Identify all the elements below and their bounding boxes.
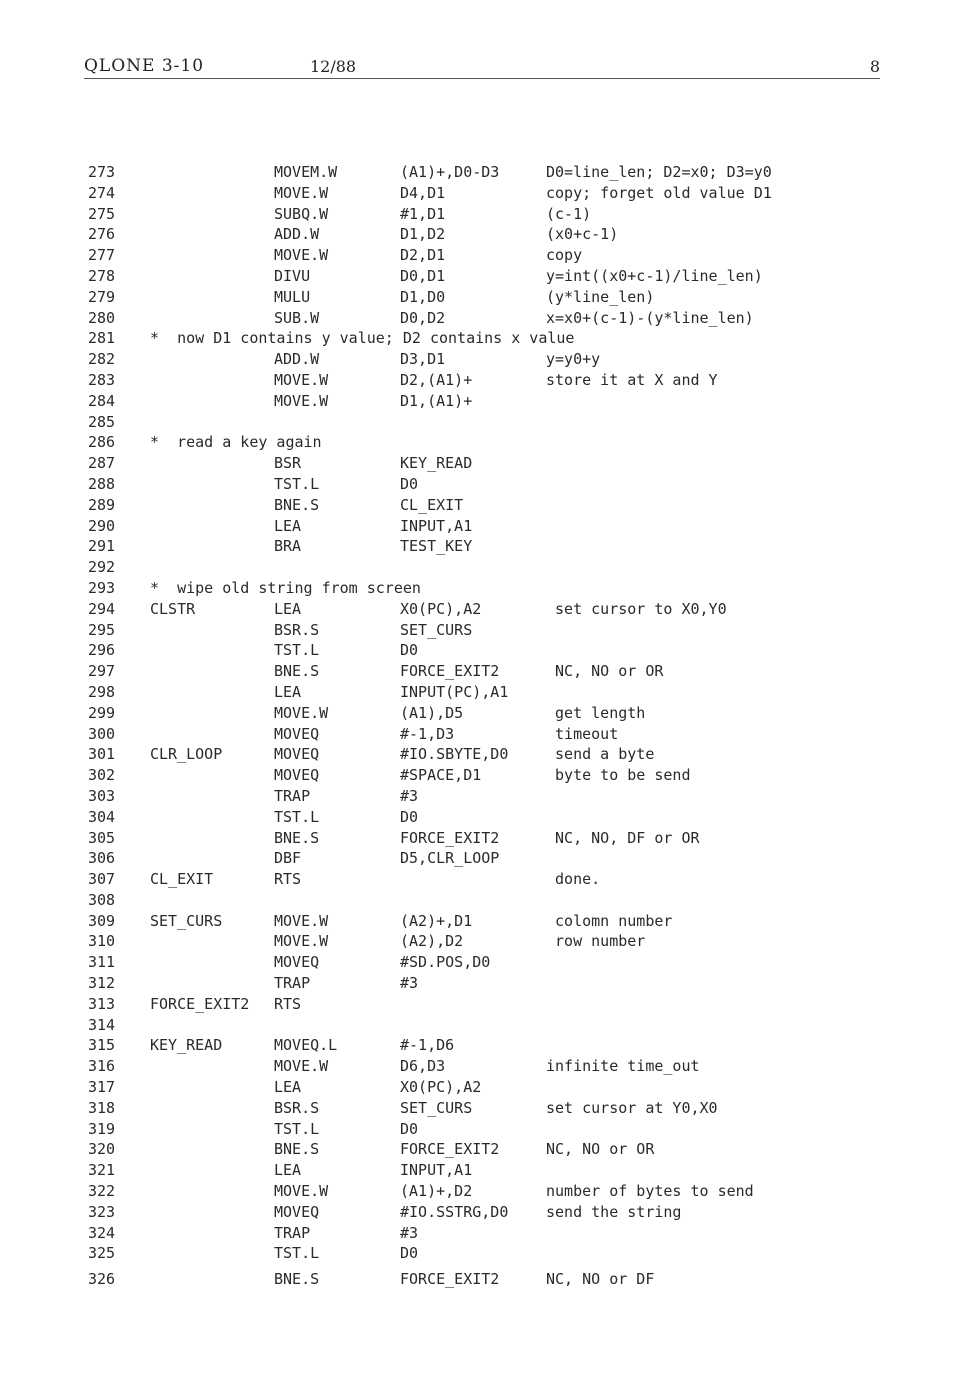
code-operand: (A1),D5 — [400, 703, 464, 722]
code-line — [0, 1223, 970, 1244]
line-number: 285 — [88, 412, 116, 431]
code-operand: D0 — [400, 807, 419, 826]
code-opcode: LEA — [274, 682, 302, 701]
code-comment: done. — [546, 870, 601, 889]
code-label: CLR_LOOP — [150, 745, 223, 764]
code-line — [0, 640, 970, 661]
line-number: 308 — [88, 890, 116, 909]
line-number: 314 — [88, 1015, 116, 1034]
code-opcode: SUB.W — [274, 308, 320, 327]
code-line — [0, 911, 970, 932]
code-line — [0, 328, 970, 349]
code-comment: send the string — [546, 1202, 682, 1221]
line-number: 281 — [88, 329, 116, 348]
code-operand: #3 — [400, 786, 419, 805]
line-number: 295 — [88, 620, 116, 639]
code-line — [0, 1202, 970, 1223]
code-operand: #IO.SBYTE,D0 — [400, 745, 509, 764]
code-opcode: MOVE.W — [274, 703, 329, 722]
line-number: 288 — [88, 474, 116, 493]
code-opcode: TRAP — [274, 1223, 311, 1242]
code-opcode: BNE.S — [274, 1270, 320, 1289]
code-opcode: MOVEQ — [274, 766, 320, 785]
code-label: FORCE_EXIT2 — [150, 994, 250, 1013]
code-opcode: MOVEM.W — [274, 163, 338, 181]
code-comment: NC, NO, DF or OR — [546, 828, 700, 847]
code-line — [0, 453, 970, 474]
code-line — [0, 1035, 970, 1056]
code-comment: timeout — [546, 724, 619, 743]
code-operand: X0(PC),A2 — [400, 599, 482, 618]
code-line — [0, 183, 970, 204]
line-number: 277 — [88, 246, 116, 265]
code-opcode: MOVE.W — [274, 370, 329, 389]
code-operand: D0 — [400, 474, 419, 493]
code-operand: (A2)+,D1 — [400, 911, 473, 930]
code-line — [0, 848, 970, 869]
code-operand: INPUT(PC),A1 — [400, 682, 509, 701]
code-line — [0, 495, 970, 516]
line-number: 287 — [88, 454, 116, 473]
code-opcode: BNE.S — [274, 662, 320, 681]
code-line — [0, 474, 970, 495]
code-operand: D1,(A1)+ — [400, 391, 473, 410]
line-number: 301 — [88, 745, 116, 764]
code-opcode: TST.L — [274, 641, 320, 660]
code-line — [0, 1243, 970, 1264]
code-line — [0, 412, 970, 433]
code-line — [0, 224, 970, 245]
code-opcode: LEA — [274, 599, 302, 618]
code-opcode: MOVEQ.L — [274, 1036, 338, 1055]
code-line — [0, 1119, 970, 1140]
code-operand: #3 — [400, 974, 419, 993]
line-number: 294 — [88, 599, 116, 618]
code-operand: #1,D1 — [400, 204, 446, 223]
code-listing — [0, 162, 970, 1290]
code-opcode: MOVE.W — [274, 1182, 329, 1201]
code-line — [0, 765, 970, 786]
code-line — [0, 1098, 970, 1119]
line-number: 300 — [88, 724, 116, 743]
code-operand: #-1,D6 — [400, 1036, 455, 1055]
code-comment: NC, NO or OR — [546, 662, 664, 681]
code-operand: X0(PC),A2 — [400, 1078, 482, 1097]
line-number: 312 — [88, 974, 116, 993]
code-opcode: TST.L — [274, 1119, 320, 1138]
code-line — [0, 516, 970, 537]
line-number: 307 — [88, 870, 116, 889]
code-operand: D2,D1 — [400, 246, 446, 265]
code-operand: (A1)+,D2 — [400, 1182, 473, 1201]
line-number: 279 — [88, 287, 116, 306]
code-line — [0, 536, 970, 557]
code-opcode: LEA — [274, 1161, 302, 1180]
code-operand: D5,CLR_LOOP — [400, 849, 500, 868]
code-opcode: MOVE.W — [274, 391, 329, 410]
code-operand: D1,D0 — [400, 287, 446, 306]
code-label: CL_EXIT — [150, 870, 214, 889]
line-number: 296 — [88, 641, 116, 660]
code-comment: copy; forget old value D1 — [546, 183, 772, 202]
line-number: 303 — [88, 786, 116, 805]
code-comment: set cursor at Y0,X0 — [546, 1098, 718, 1117]
code-line — [0, 682, 970, 703]
line-number: 284 — [88, 391, 116, 410]
code-operand: (A1)+,D0-D3 — [400, 163, 500, 181]
code-opcode: BSR — [274, 454, 302, 473]
code-comment: (y*line_len) — [546, 287, 655, 306]
code-operand: INPUT,A1 — [400, 1161, 473, 1180]
code-line — [0, 1015, 970, 1036]
page-number: 8 — [869, 57, 880, 76]
line-number: 293 — [88, 578, 116, 597]
code-label: SET_CURS — [150, 911, 223, 930]
code-opcode: TST.L — [274, 474, 320, 493]
code-opcode: TST.L — [274, 1244, 320, 1263]
code-comment: get length — [546, 703, 646, 722]
code-line — [0, 828, 970, 849]
code-comment: D0=line_len; D2=x0; D3=y0 — [546, 163, 772, 181]
code-opcode: SUBQ.W — [274, 204, 329, 223]
line-number: 276 — [88, 225, 116, 244]
code-opcode: BSR.S — [274, 1098, 320, 1117]
line-number: 318 — [88, 1098, 116, 1117]
line-number: 289 — [88, 495, 116, 514]
line-number: 299 — [88, 703, 116, 722]
code-operand: FORCE_EXIT2 — [400, 828, 500, 847]
code-operand: #SPACE,D1 — [400, 766, 482, 785]
code-line — [0, 557, 970, 578]
code-operand: #SD.POS,D0 — [400, 953, 491, 972]
code-comment: (x0+c-1) — [546, 225, 619, 244]
line-number: 297 — [88, 662, 116, 681]
code-line — [0, 807, 970, 828]
code-opcode: DBF — [274, 849, 302, 868]
code-opcode: ADD.W — [274, 225, 320, 244]
line-number: 316 — [88, 1057, 116, 1076]
code-comment: copy — [546, 246, 583, 265]
line-number: 304 — [88, 807, 116, 826]
code-line — [0, 661, 970, 682]
code-comment: number of bytes to send — [546, 1182, 754, 1201]
code-operand: D0 — [400, 1244, 419, 1263]
line-number: 317 — [88, 1078, 116, 1097]
code-operand: CL_EXIT — [400, 495, 464, 514]
code-line — [0, 391, 970, 412]
code-line — [0, 432, 970, 453]
line-number: 286 — [88, 433, 116, 452]
code-opcode: MOVEQ — [274, 953, 320, 972]
line-number: 306 — [88, 849, 116, 868]
line-number: 320 — [88, 1140, 116, 1159]
line-number: 290 — [88, 516, 116, 535]
code-operand: #-1,D3 — [400, 724, 455, 743]
code-operand: D0 — [400, 641, 419, 660]
code-line — [0, 620, 970, 641]
line-number: 326 — [88, 1270, 116, 1289]
code-comment: y=y0+y — [546, 350, 601, 369]
code-line — [0, 1056, 970, 1077]
line-number: 315 — [88, 1036, 116, 1055]
code-operand: FORCE_EXIT2 — [400, 1270, 500, 1289]
code-line — [0, 162, 970, 183]
code-opcode: MOVEQ — [274, 1202, 320, 1221]
code-opcode: MOVE.W — [274, 246, 329, 265]
code-operand: D3,D1 — [400, 350, 446, 369]
code-opcode: LEA — [274, 1078, 302, 1097]
code-line — [0, 1139, 970, 1160]
code-opcode: RTS — [274, 994, 302, 1013]
code-opcode: ADD.W — [274, 350, 320, 369]
code-operand: SET_CURS — [400, 620, 473, 639]
code-opcode: TST.L — [274, 807, 320, 826]
code-line — [0, 744, 970, 765]
comment-line: * read a key again — [150, 433, 322, 452]
code-opcode: MOVEQ — [274, 745, 320, 764]
line-number: 274 — [88, 183, 116, 202]
code-comment: NC, NO or DF — [546, 1270, 655, 1289]
code-operand: D2,(A1)+ — [400, 370, 473, 389]
code-opcode: BNE.S — [274, 1140, 320, 1159]
line-number: 324 — [88, 1223, 116, 1242]
code-line — [0, 1077, 970, 1098]
code-label: CLSTR — [150, 599, 196, 618]
line-number: 310 — [88, 932, 116, 951]
code-operand: #3 — [400, 1223, 419, 1242]
code-opcode: BRA — [274, 537, 302, 556]
code-comment: y=int((x0+c-1)/line_len) — [546, 266, 763, 285]
code-operand: D0,D1 — [400, 266, 446, 285]
code-line — [0, 724, 970, 745]
code-line — [0, 578, 970, 599]
code-opcode: BNE.S — [274, 828, 320, 847]
code-operand: SET_CURS — [400, 1098, 473, 1117]
code-line — [0, 931, 970, 952]
document-title: QLONE 3-10 — [84, 56, 205, 76]
code-opcode: MULU — [274, 287, 311, 306]
code-opcode: MOVE.W — [274, 1057, 329, 1076]
line-number: 298 — [88, 682, 116, 701]
code-line — [0, 599, 970, 620]
line-number: 278 — [88, 266, 116, 285]
document-date: 12/88 — [310, 57, 357, 76]
code-operand: KEY_READ — [400, 454, 473, 473]
code-line — [0, 890, 970, 911]
code-operand: #IO.SSTRG,D0 — [400, 1202, 509, 1221]
code-opcode: LEA — [274, 516, 302, 535]
line-number: 273 — [88, 163, 116, 181]
code-opcode: MOVE.W — [274, 911, 329, 930]
code-opcode: BNE.S — [274, 495, 320, 514]
code-comment: send a byte — [546, 745, 655, 764]
code-operand: D1,D2 — [400, 225, 446, 244]
code-line — [0, 952, 970, 973]
code-operand: D0 — [400, 1119, 419, 1138]
code-line — [0, 869, 970, 890]
code-operand: D6,D3 — [400, 1057, 446, 1076]
code-opcode: TRAP — [274, 786, 311, 805]
code-operand: INPUT,A1 — [400, 516, 473, 535]
code-opcode: MOVEQ — [274, 724, 320, 743]
code-opcode: BSR.S — [274, 620, 320, 639]
code-comment: NC, NO or OR — [546, 1140, 655, 1159]
code-line — [0, 1269, 970, 1290]
line-number: 323 — [88, 1202, 116, 1221]
page-header — [84, 56, 880, 79]
comment-line: * now D1 contains y value; D2 contains x value — [150, 329, 575, 348]
line-number: 319 — [88, 1119, 116, 1138]
line-number: 309 — [88, 911, 116, 930]
code-line — [0, 349, 970, 370]
code-comment: set cursor to X0,Y0 — [546, 599, 727, 618]
comment-line: * wipe old string from screen — [150, 578, 421, 597]
line-number: 280 — [88, 308, 116, 327]
line-number: 302 — [88, 766, 116, 785]
code-line — [0, 703, 970, 724]
code-operand: TEST_KEY — [400, 537, 473, 556]
code-comment: infinite time_out — [546, 1057, 700, 1076]
code-comment: store it at X and Y — [546, 370, 718, 389]
line-number: 321 — [88, 1161, 116, 1180]
line-number: 311 — [88, 953, 116, 972]
line-number: 292 — [88, 558, 116, 577]
code-line — [0, 204, 970, 225]
line-number: 305 — [88, 828, 116, 847]
line-number: 275 — [88, 204, 116, 223]
code-line — [0, 287, 970, 308]
line-number: 291 — [88, 537, 116, 556]
code-line — [0, 786, 970, 807]
line-number: 282 — [88, 350, 116, 369]
code-line — [0, 245, 970, 266]
code-opcode: DIVU — [274, 266, 311, 285]
code-label: KEY_READ — [150, 1036, 223, 1055]
code-opcode: MOVE.W — [274, 932, 329, 951]
line-number: 283 — [88, 370, 116, 389]
code-operand: D0,D2 — [400, 308, 446, 327]
line-number: 322 — [88, 1182, 116, 1201]
code-line — [0, 1181, 970, 1202]
code-operand: (A2),D2 — [400, 932, 464, 951]
code-opcode: MOVE.W — [274, 183, 329, 202]
code-line — [0, 370, 970, 391]
code-comment: (c-1) — [546, 204, 592, 223]
code-operand: FORCE_EXIT2 — [400, 662, 500, 681]
code-line — [0, 308, 970, 329]
code-line — [0, 973, 970, 994]
code-comment: colomn number — [546, 911, 673, 930]
code-operand: FORCE_EXIT2 — [400, 1140, 500, 1159]
code-line — [0, 1160, 970, 1181]
code-opcode: TRAP — [274, 974, 311, 993]
code-comment: row number — [546, 932, 646, 951]
code-comment: x=x0+(c-1)-(y*line_len) — [546, 308, 754, 327]
code-comment: byte to be send — [546, 766, 691, 785]
code-line — [0, 266, 970, 287]
line-number: 325 — [88, 1244, 116, 1263]
code-line — [0, 994, 970, 1015]
code-operand: D4,D1 — [400, 183, 446, 202]
code-opcode: RTS — [274, 870, 302, 889]
line-number: 313 — [88, 994, 116, 1013]
